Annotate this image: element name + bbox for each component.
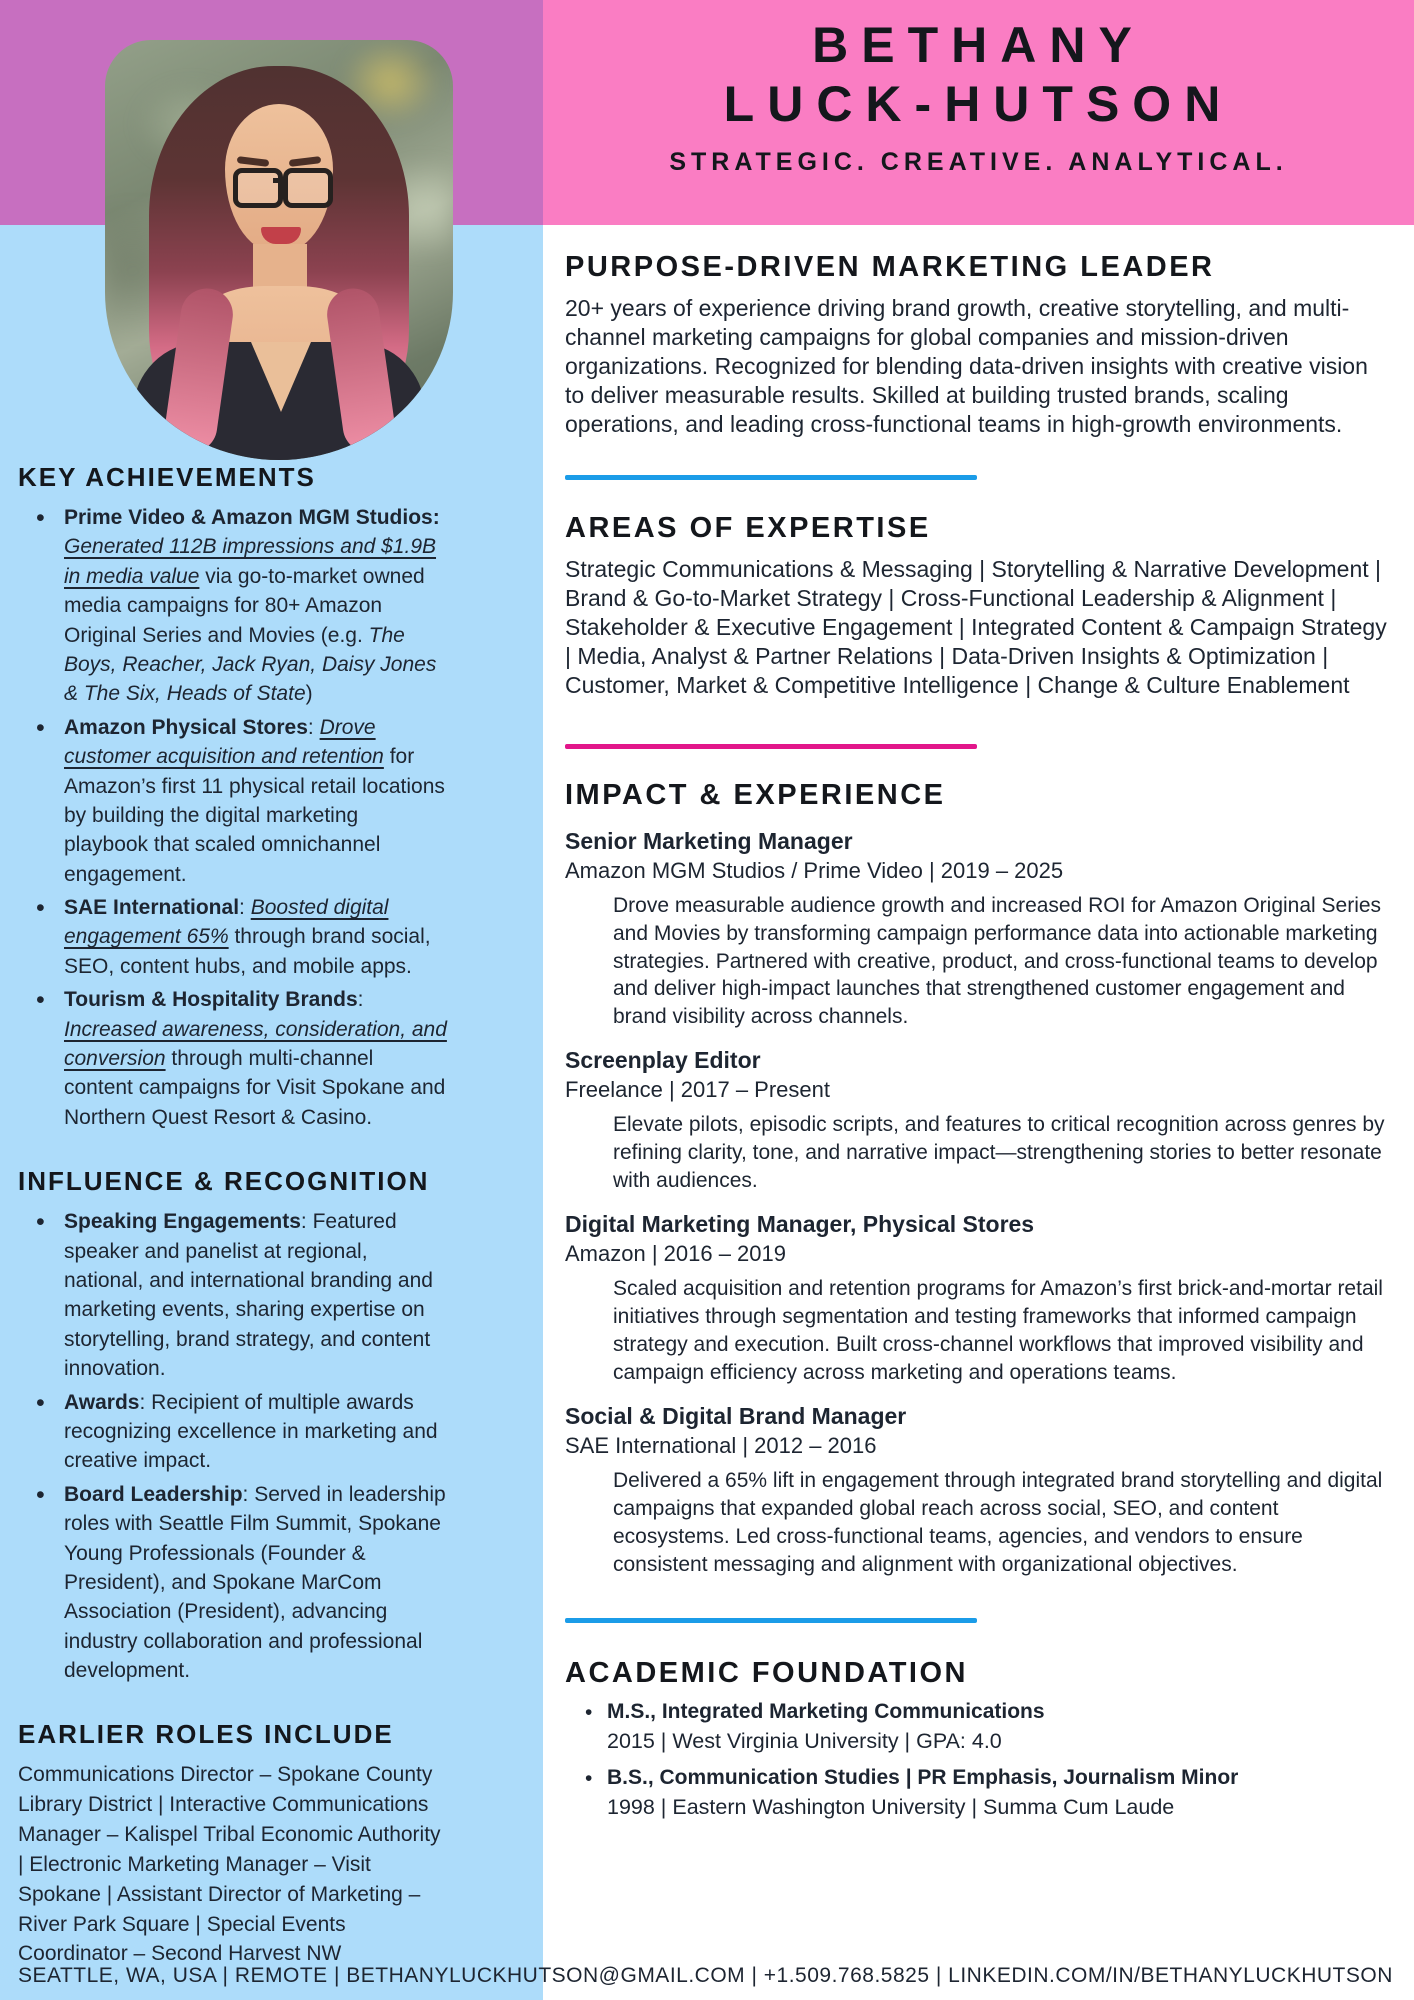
job-title: Digital Marketing Manager, Physical Stores bbox=[565, 1211, 1035, 1238]
divider-blue bbox=[565, 475, 977, 480]
text-segment: Prime Video & Amazon MGM Studios: bbox=[64, 506, 440, 529]
achievement-item bbox=[64, 713, 447, 889]
text-segment: Board Leadership bbox=[64, 1482, 243, 1506]
divider-blue bbox=[565, 1618, 977, 1623]
summary-title: PURPOSE-DRIVEN MARKETING LEADER bbox=[565, 251, 1215, 283]
education-list bbox=[565, 1700, 1388, 1820]
job-title: Senior Marketing Manager bbox=[565, 827, 853, 854]
job-description: Delivered a 65% lift in engagement through integrated brand storytelling and digital campaigns that expanded global reach across social, SEO, and content ecosystems. Led cross-functional teams, agencies, and vendors to ensure consistent messaging and alignment with organizational objectives. bbox=[613, 1468, 1383, 1576]
text-segment: : Served in leadership roles with Seattle Film Summit, Spokane Young Professionals (Founder & President), and Spokane MarCom Association (President), advancing industry collaboration and professional development. bbox=[64, 1482, 446, 1683]
jobs-list bbox=[565, 828, 1388, 1579]
sidebar bbox=[0, 0, 543, 2000]
job-company-dates: Freelance | 2017 – Present bbox=[565, 1077, 830, 1103]
key-achievements-title: KEY ACHIEVEMENTS bbox=[18, 462, 316, 492]
job-company-dates: SAE International | 2012 – 2016 bbox=[565, 1432, 877, 1458]
name-last: LUCK-HUTSON bbox=[723, 76, 1234, 132]
divider-pink bbox=[565, 744, 977, 749]
text-segment: through multi-channel content campaigns for Visit Spokane and Northern Quest Resort & Casino. bbox=[64, 1047, 446, 1129]
influence-recognition-list bbox=[18, 1207, 447, 1685]
earlier-roles-text: Communications Director – Spokane County Library District | Interactive Communications Manager – Kalispel Tribal Economic Authority | Electronic Marketing Manager – Visit Spokane | Assistant Director of Marketing – River Park Square | Special Events Coordinator – Second Harvest NW bbox=[18, 1763, 441, 1966]
sidebar-content bbox=[0, 462, 543, 1969]
influence-recognition-section bbox=[18, 1166, 447, 1685]
job-entry bbox=[565, 1047, 1388, 1195]
main-column bbox=[543, 0, 1414, 2000]
profile-photo bbox=[105, 40, 453, 460]
recognition-item bbox=[64, 1388, 447, 1476]
text-segment: Awards bbox=[64, 1390, 140, 1414]
job-company-dates: Amazon MGM Studios / Prime Video | 2019 – 2025 bbox=[565, 857, 1064, 883]
job-description: Drove measurable audience growth and increased ROI for Amazon Original Series and Movies by transforming campaign performance data into actionable marketing strategies. Partnered with creative, product, and cross-functional teams to develop and deliver high-impact launches that strengthened customer engagement and brand visibility across channels. bbox=[613, 893, 1382, 1029]
text-segment: Boosted digital engagement 65% bbox=[64, 896, 389, 949]
key-achievements-list bbox=[18, 503, 447, 1132]
expertise-text: Strategic Communications & Messaging | Storytelling & Narrative Development | Brand & Go-to-Market Strategy | Cross-Functional Leadership & Alignment | Stakeholder & Executive Engagement | Integrated Content & Campaign Strategy | Media, Analyst & Partner Relations | Data-Driven Insights & Optimization | Customer, Market & Competitive Intelligence | Change & Culture Enablement bbox=[565, 555, 1387, 698]
recognition-item bbox=[64, 1207, 447, 1383]
text-segment: Increased awareness, consideration, and conversion bbox=[64, 1017, 447, 1071]
text-segment: ) bbox=[305, 682, 313, 706]
text-segment: : bbox=[357, 988, 364, 1012]
achievement-item bbox=[64, 503, 447, 709]
education-section bbox=[565, 1657, 1388, 1820]
degree-details: 1998 | Eastern Washington University | Summa Cum Laude bbox=[607, 1795, 1175, 1820]
education-title: ACADEMIC FOUNDATION bbox=[565, 1657, 968, 1690]
summary-section bbox=[565, 251, 1388, 439]
achievement-item bbox=[64, 985, 447, 1132]
text-segment: : Featured speaker and panelist at regional, national, and international branding and marketing events, sharing expertise on storytelling, brand strategy, and content innovation. bbox=[64, 1210, 433, 1381]
job-title: Screenplay Editor bbox=[565, 1047, 761, 1074]
text-segment: Drove customer acquisition and retention bbox=[64, 715, 384, 769]
tagline: STRATEGIC. CREATIVE. ANALYTICAL. bbox=[669, 148, 1288, 176]
recognition-item bbox=[64, 1480, 447, 1686]
main-content bbox=[543, 225, 1414, 1832]
contact-footer: SEATTLE, WA, USA | REMOTE | BETHANYLUCKHUTSON@GMAIL.COM | +1.509.768.5825 | LINKEDIN.COM/IN/BETHANYLUCKHUTSON bbox=[18, 1964, 1393, 1987]
achievement-item bbox=[64, 893, 447, 981]
text-segment: : bbox=[239, 896, 251, 920]
education-item bbox=[607, 1766, 1388, 1820]
key-achievements-section bbox=[18, 462, 447, 1132]
degree-details: 2015 | West Virginia University | GPA: 4.0 bbox=[607, 1729, 1002, 1754]
job-entry bbox=[565, 1211, 1388, 1387]
job-entry bbox=[565, 1403, 1388, 1579]
job-description: Elevate pilots, episodic scripts, and features to critical recognition across genres by refining clarity, tone, and narrative impact—strengthening stories to better resonate with audiences. bbox=[613, 1113, 1385, 1193]
job-title: Social & Digital Brand Manager bbox=[565, 1402, 907, 1429]
summary-text: 20+ years of experience driving brand growth, creative storytelling, and multi-channel marketing campaigns for global companies and mission-driven organizations. Recognized for blending data-driven insights with creative vision to deliver measurable results. Skilled at building trusted brands, scaling operations, and leading cross-functional teams in high-growth environments. bbox=[565, 295, 1368, 437]
expertise-title: AREAS OF EXPERTISE bbox=[565, 511, 931, 544]
name-header bbox=[543, 0, 1414, 225]
experience-title: IMPACT & EXPERIENCE bbox=[565, 778, 946, 811]
text-segment: SAE International bbox=[64, 896, 240, 920]
text-segment: Tourism & Hospitality Brands bbox=[64, 988, 358, 1012]
text-segment: Amazon Physical Stores bbox=[64, 715, 308, 739]
text-segment: : Recipient of multiple awards recognizing excellence in marketing and creative impact. bbox=[64, 1390, 438, 1473]
text-segment: Speaking Engagements bbox=[64, 1210, 301, 1234]
portrait-glasses-bridge bbox=[273, 178, 285, 183]
job-company-dates: Amazon | 2016 – 2019 bbox=[565, 1241, 786, 1267]
text-segment: : bbox=[307, 715, 320, 739]
influence-recognition-title: INFLUENCE & RECOGNITION bbox=[18, 1166, 430, 1197]
portrait-glasses-left bbox=[233, 168, 283, 208]
text-segment: Generated 112B impressions and $1.9B in media value bbox=[64, 535, 437, 588]
degree-name: • B.S., Communication Studies | PR Emphasis, Journalism Minor bbox=[607, 1766, 1239, 1790]
education-item bbox=[607, 1700, 1388, 1754]
experience-section bbox=[565, 779, 1388, 1579]
name-first: BETHANY bbox=[812, 17, 1145, 73]
expertise-section bbox=[565, 512, 1388, 700]
earlier-roles-section bbox=[18, 1719, 447, 1969]
text-segment: via go-to-market owned media campaigns for 80+ Amazon Original Series and Movies (e.g. bbox=[64, 564, 425, 647]
job-description: Scaled acquisition and retention programs for Amazon’s first brick-and-mortar retail initiatives through segmentation and testing frameworks that informed campaign strategy and execution. Built cross-channel workflows that improved visibility and campaign efficiency across marketing and operations teams. bbox=[613, 1277, 1383, 1384]
portrait-glasses-right bbox=[283, 168, 333, 208]
earlier-roles-title: EARLIER ROLES INCLUDE bbox=[18, 1719, 394, 1750]
text-segment: for Amazon’s first 11 physical retail locations by building the digital marketing playbook that scaled omnichannel engagement. bbox=[64, 745, 445, 886]
text-segment: through brand social, SEO, content hubs, and mobile apps. bbox=[64, 925, 431, 978]
text-segment: The Boys, Reacher, Jack Ryan, Daisy Jones & The Six, Heads of State bbox=[64, 623, 437, 706]
degree-name: • M.S., Integrated Marketing Communications bbox=[607, 1700, 1045, 1724]
job-entry bbox=[565, 828, 1388, 1032]
